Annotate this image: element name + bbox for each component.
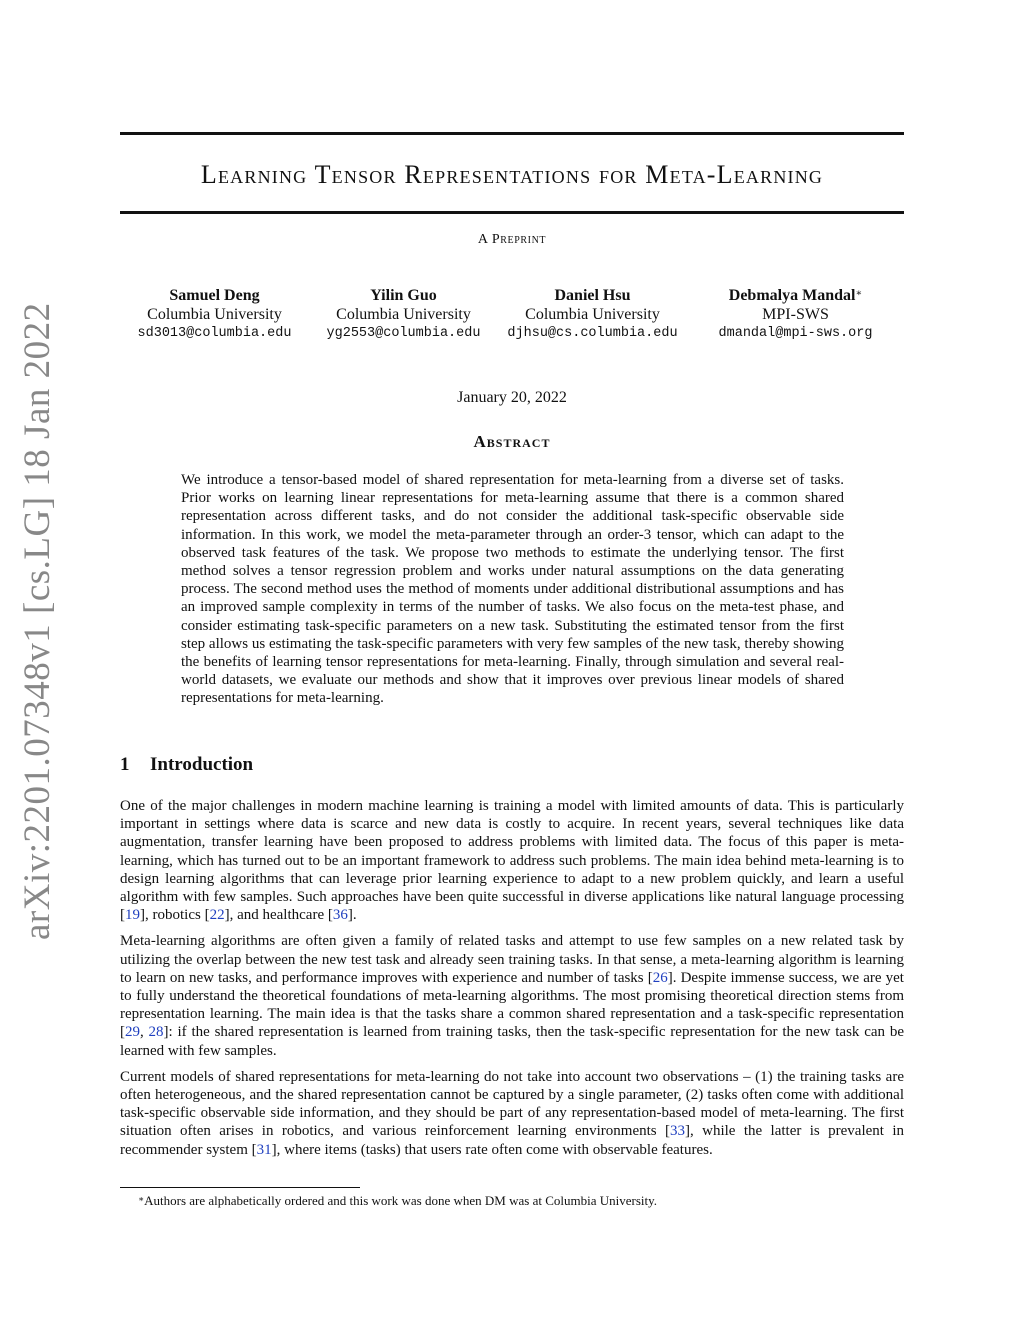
footnote-rule [120,1187,360,1188]
author-email: sd3013@columbia.edu [137,326,292,341]
paragraph [120,1068,904,1159]
author-affiliation: Columbia University [525,306,660,323]
text-run: Current models of shared representations for meta-learning do not take into account two observations – (1) the training tasks are often heterogeneous, and the shared representation cannot be captured by a single parameter, (2) tasks often come with additional task-specific observable side information, and they should be part of any representation-based model of meta-learning. The first situation often arises in robotics, and various reinforcement learning environments [ [120,1068,904,1140]
text-run: ]. Despite immense success, we are yet to fully understand the theoretical foundations of meta-learning algorithms. The most promising theoretical direction stems from representation learning. The main idea is that the tasks share a common shared representation and a task-specific representation [ [120,969,904,1041]
arxiv-identifier: arXiv:2201.07348v1 [cs.LG] 18 Jan 2022 [17,302,58,940]
text-run: One of the major challenges in modern machine learning is training a model with limited amounts of data. This is particularly important in settings where data is scarce and new data is costly to acquire. In recent years, several techniques like data augmentation, transfer learning have been proposed to address problems with limited data. The focus of this paper is meta-learning, which has turned out to be an important framework to address such problems. The main idea behind meta-learning is to design learning algorithms that can leverage prior learning experience to adapt to a new problem quickly, and learn a useful algorithm with few samples. Such approaches have been quite successful in diverse applications like natural language processing [ [120,798,904,924]
title-bottom-rule [120,211,904,214]
author-list [120,286,904,343]
section-heading [120,754,253,776]
citation-link[interactable]: 31 [256,1141,272,1158]
citation-link[interactable]: 28 [148,1024,164,1041]
citation-link[interactable]: 33 [669,1123,685,1140]
citation-link[interactable]: 22 [209,907,225,924]
text-run: ], and healthcare [ [224,907,333,924]
title-top-rule [120,132,904,135]
section-title: Introduction [150,754,254,775]
citation-link[interactable]: 26 [652,969,668,986]
author-name: Samuel Deng [169,287,260,304]
author-block [120,286,309,343]
section-number: 1 [120,754,130,775]
footnote-mark: ∗ [138,1194,145,1204]
text-run: ]. [347,907,357,924]
footnote-text: Authors are alphabetically ordered and this work was done when DM was at Columbia University. [144,1193,658,1208]
author-email: yg2553@columbia.edu [326,326,481,341]
text-run: , [140,1024,149,1041]
author-affiliation: Columbia University [336,306,471,323]
author-block [687,286,904,343]
author-affiliation: MPI-SWS [762,306,829,323]
abstract-heading: Abstract [473,432,551,451]
author-block [309,286,498,343]
author-affiliation: Columbia University [147,306,282,323]
paragraph [120,797,904,924]
paragraph [120,932,904,1059]
abstract-body: We introduce a tensor-based model of shared representation for meta-learning from a diverse set of tasks. Prior works on learning linear representations for meta-learning assume that there is a common shared representation across different tasks, and do not consider the additional task-specific observable side information. In this work, we model the meta-parameter through an order-3 tensor, which can adapt to the observed task features of the task. We propose two methods to estimate the underlying tensor. The first method solves a tensor regression problem and works under natural assumptions on the data generating process. The second method uses the method of moments under additional distributional assumptions and has an improved sample complexity in terms of the number of tasks. We also focus on the meta-test phase, and consider estimating task-specific parameters on a new task. Substituting the estimated tensor from the first step allows us estimating the task-specific parameters with very few samples of the new task, thereby showing the benefits of learning tensor representations for meta-learning. Finally, through simulation and several real-world datasets, we evaluate our methods and show that it improves over previous linear models of shared representations for meta-learning. [181,472,844,707]
paper-title: Learning Tensor Representations for Meta-Learning [200,160,824,189]
citation-link[interactable]: 19 [125,907,140,924]
author-email: dmandal@mpi-sws.org [718,326,873,341]
author-footnote-mark: ∗ [855,288,863,299]
text-run: ], where items (tasks) that users rate often come with observable features. [271,1141,713,1158]
author-name: Debmalya Mandal [728,287,856,304]
author-block [498,286,687,343]
author-name: Yilin Guo [370,287,437,304]
text-run: Meta-learning algorithms are often given a family of related tasks and attempt to use few samples on a new related task by utilizing the overlap between the new test task and already seen training tasks. In that sense, a meta-learning algorithm is learning to learn on new tasks, and performance improves with experience and number of tasks [ [120,933,904,986]
text-run: ]: if the shared representation is learned from training tasks, then the task-specific representation for the new task can be learned with few samples. [120,1024,904,1059]
author-name: Daniel Hsu [554,287,631,304]
citation-link[interactable]: 29 [125,1024,140,1041]
author-email: djhsu@cs.columbia.edu [507,326,678,341]
introduction-body [120,797,904,1167]
publication-date: January 20, 2022 [457,389,567,406]
text-run: ], while the latter is prevalent in recommender system [ [120,1123,904,1158]
text-run: ], robotics [ [140,907,210,924]
footnote [138,1193,657,1209]
preprint-label: A Preprint [477,232,547,247]
citation-link[interactable]: 36 [332,907,348,924]
